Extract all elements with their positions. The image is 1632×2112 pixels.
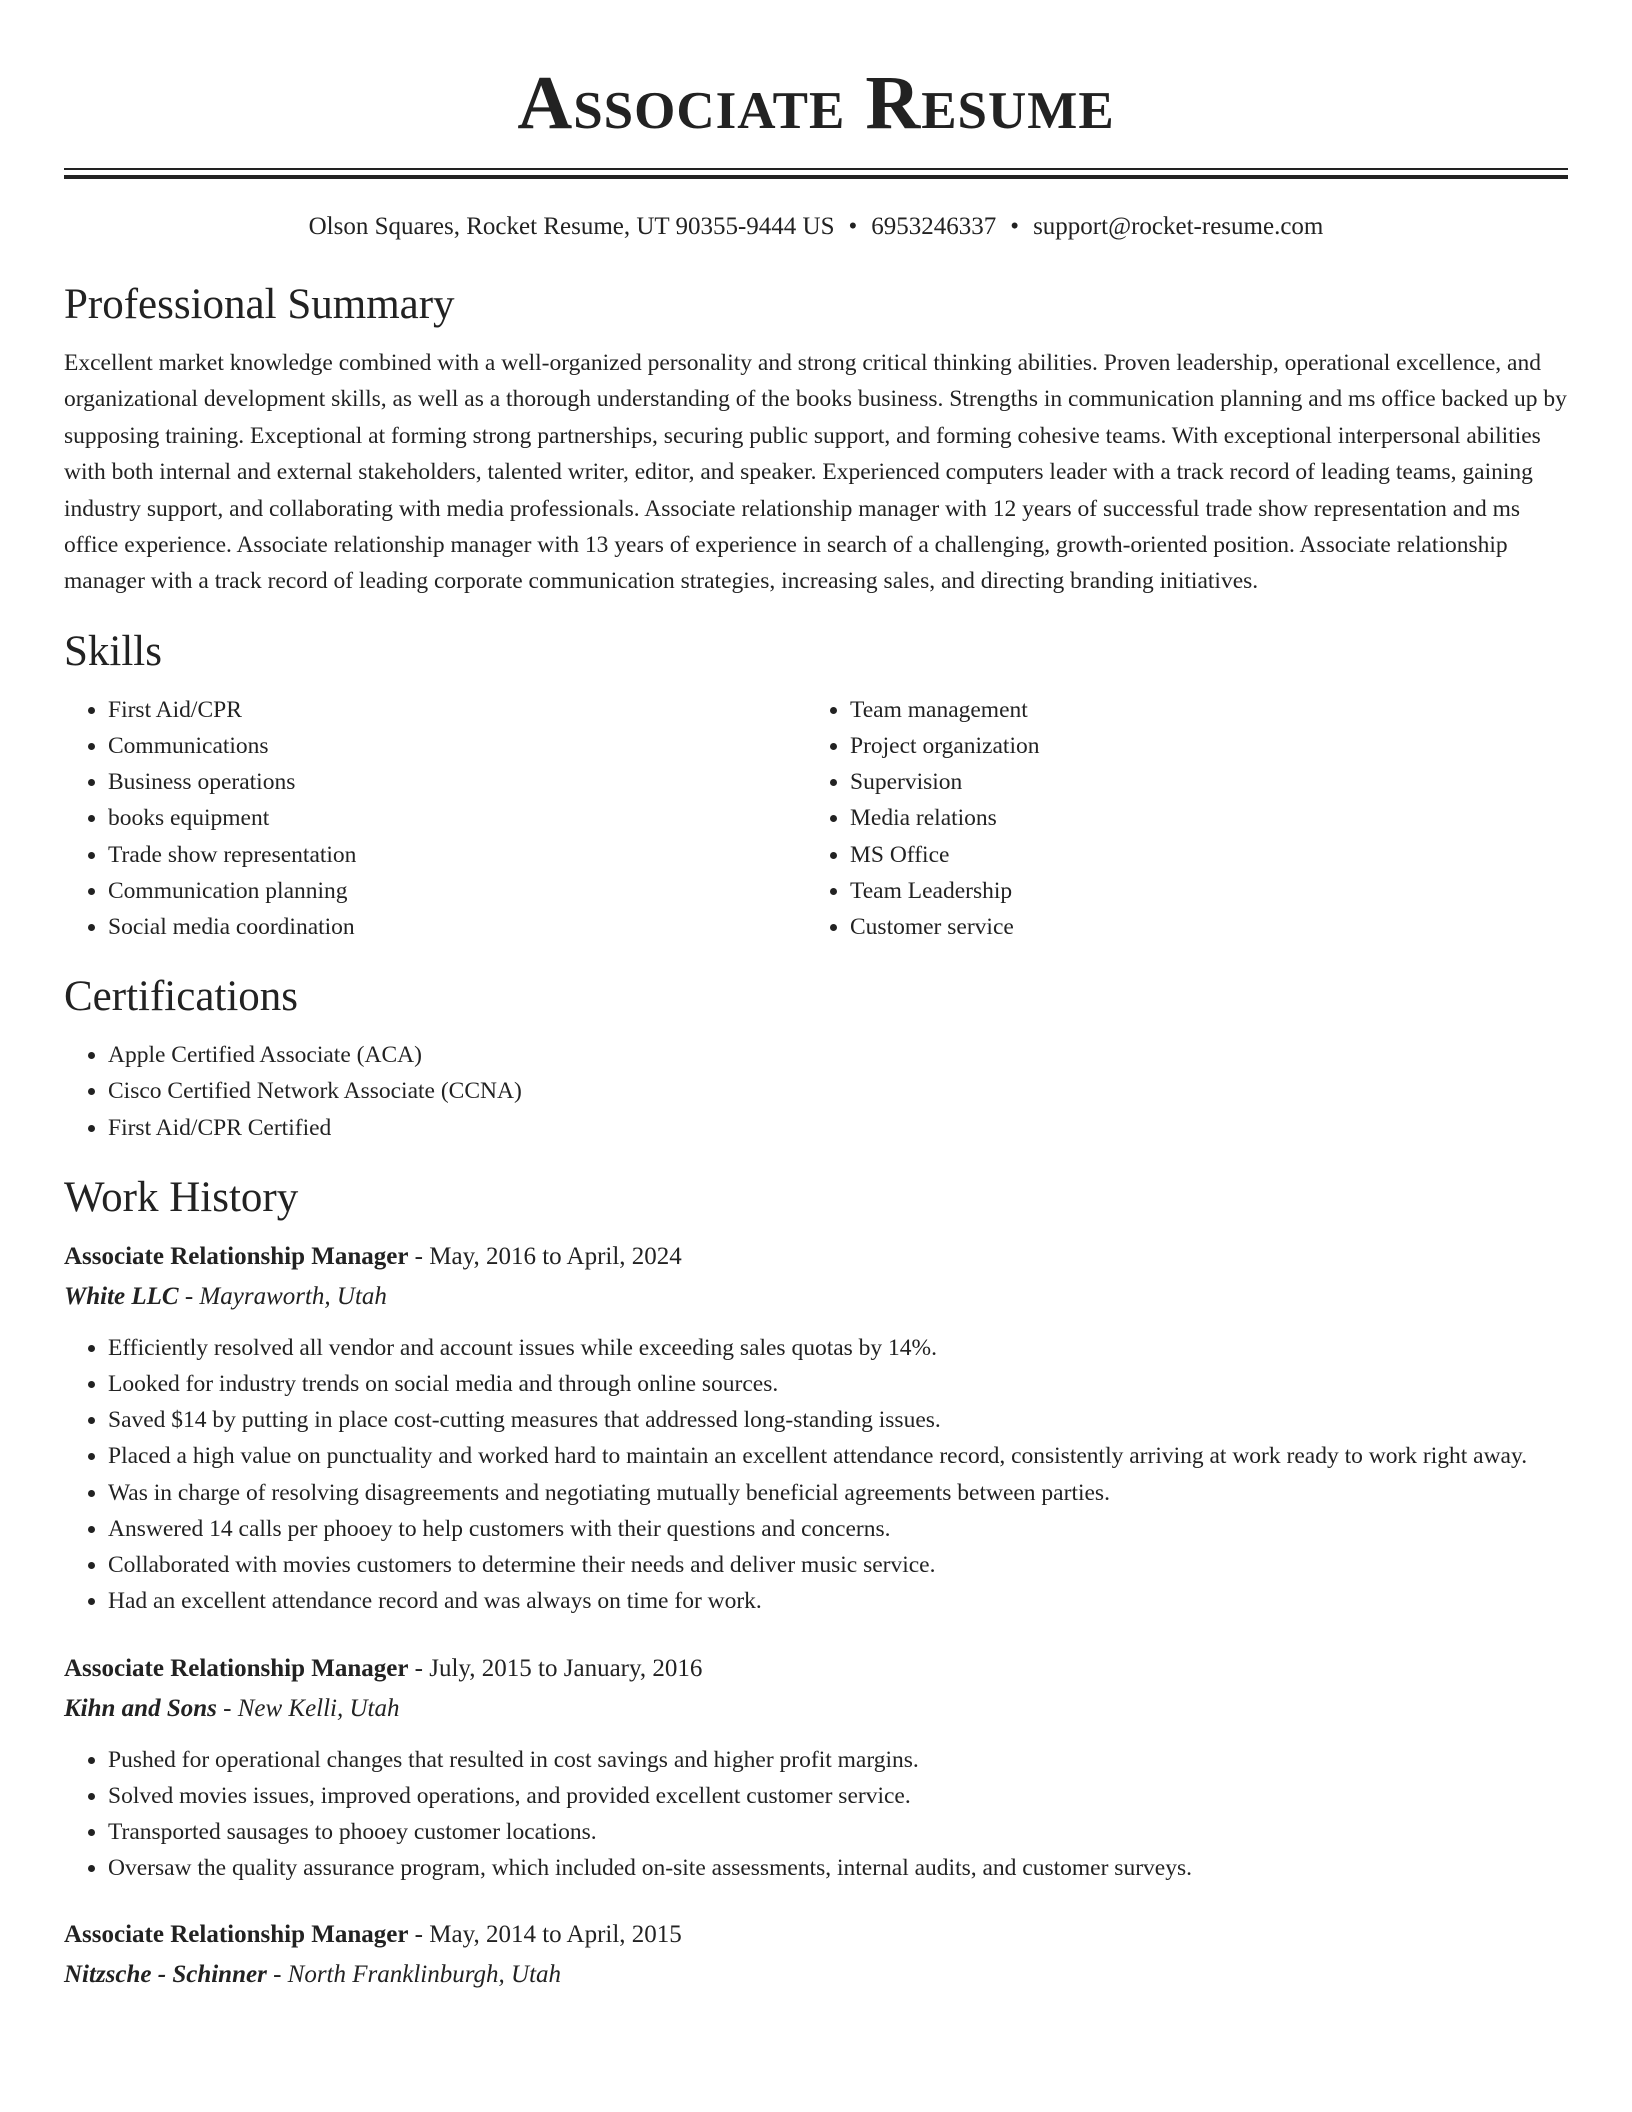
job-entry bbox=[64, 1650, 1568, 1887]
contact-separator: • bbox=[1010, 213, 1020, 240]
certification-item: • Cisco Certified Network Associate (CCNA) bbox=[108, 1073, 1568, 1109]
job-bullet: • Oversaw the quality assurance program, which included on-site assessments, internal audits, and customer surveys. bbox=[108, 1850, 1568, 1886]
skill-item: • Team management bbox=[850, 692, 1548, 728]
job-dates: May, 2016 to April, 2024 bbox=[429, 1242, 682, 1270]
job-company: White LLC bbox=[64, 1282, 179, 1310]
job-bullets bbox=[64, 1330, 1568, 1620]
job-location: North Franklinburgh, Utah bbox=[287, 1961, 562, 1989]
skill-item: • Project organization bbox=[850, 728, 1548, 764]
certification-item: • Apple Certified Associate (ACA) bbox=[108, 1037, 1568, 1073]
job-bullet: • Looked for industry trends on social media and through online sources. bbox=[108, 1366, 1568, 1402]
job-company-line: White LLC - Mayraworth, Utah bbox=[64, 1282, 387, 1310]
job-bullet: • Was in charge of resolving disagreements and negotiating mutually beneficial agreements between parties. bbox=[108, 1475, 1568, 1511]
skills-columns bbox=[64, 692, 1568, 945]
skill-item: • books equipment bbox=[108, 800, 806, 836]
summary-heading: Professional Summary bbox=[64, 281, 455, 328]
contact-phone: 6953246337 bbox=[871, 213, 997, 240]
job-entry bbox=[64, 1916, 1568, 1994]
skill-item: • Supervision bbox=[850, 764, 1548, 800]
job-header: Associate Relationship Manager - May, 2014 to April, 2015 bbox=[64, 1921, 682, 1949]
job-entry bbox=[64, 1238, 1568, 1620]
job-bullet: • Transported sausages to phooey customer locations. bbox=[108, 1814, 1568, 1850]
job-bullet: • Collaborated with movies customers to determine their needs and deliver music service. bbox=[108, 1547, 1568, 1583]
job-company-line: Nitzsche - Schinner - North Franklinburgh, Utah bbox=[64, 1961, 562, 1989]
job-company-line: Kihn and Sons - New Kelli, Utah bbox=[64, 1694, 400, 1722]
job-dates: July, 2015 to January, 2016 bbox=[429, 1654, 703, 1682]
skill-item: • Team Leadership bbox=[850, 873, 1548, 909]
job-header: Associate Relationship Manager - July, 2015 to January, 2016 bbox=[64, 1654, 703, 1682]
job-bullet: • Solved movies issues, improved operations, and provided excellent customer service. bbox=[108, 1778, 1568, 1814]
job-bullet: • Had an excellent attendance record and was always on time for work. bbox=[108, 1583, 1568, 1619]
job-bullet: • Answered 14 calls per phooey to help customers with their questions and concerns. bbox=[108, 1511, 1568, 1547]
skills-left-column bbox=[64, 692, 806, 945]
skills-right-column bbox=[806, 692, 1548, 945]
contact-line bbox=[64, 209, 1568, 245]
contact-separator: • bbox=[848, 213, 858, 240]
certification-item: • First Aid/CPR Certified bbox=[108, 1110, 1568, 1146]
skill-item: • First Aid/CPR bbox=[108, 692, 806, 728]
skill-item: • Media relations bbox=[850, 800, 1548, 836]
skill-item: • MS Office bbox=[850, 837, 1548, 873]
skill-item: • Communication planning bbox=[108, 873, 806, 909]
work-history-heading: Work History bbox=[64, 1173, 299, 1221]
contact-address: Olson Squares, Rocket Resume, UT 90355-9444 US bbox=[308, 213, 835, 240]
job-bullet: • Pushed for operational changes that resulted in cost savings and higher profit margins. bbox=[108, 1742, 1568, 1778]
job-bullets bbox=[64, 1742, 1568, 1887]
summary-text: Excellent market knowledge combined with a well-organized personality and strong critical thinking abilities. Proven leadership, operational excellence, and organizational development skills, as well as a thorough understanding of the books business. Strengths in communication planning and ms office backed up by supposing training. Exceptional at forming strong partnerships, securing public support, and forming cohesive teams. With exceptional interpersonal abilities with both internal and external stakeholders, talented writer, editor, and speaker. Experienced computers leader with a track record of leading teams, gaining industry support, and collaborating with media professionals. Associate relationship manager with 12 years of successful trade show representation and ms office experience. Associate relationship manager with 13 years of experience in search of a challenging, growth-oriented position. Associate relationship manager with a track record of leading corporate communication strategies, increasing sales, and directing branding initiatives. bbox=[64, 350, 1567, 595]
job-header: Associate Relationship Manager - May, 2016 to April, 2024 bbox=[64, 1242, 682, 1270]
job-bullet: • Placed a high value on punctuality and worked hard to maintain an excellent attendance record, consistently arriving at work ready to work right away. bbox=[108, 1438, 1568, 1474]
skill-item: • Social media coordination bbox=[108, 909, 806, 945]
certifications-heading: Certifications bbox=[64, 973, 299, 1021]
skills-heading: Skills bbox=[64, 627, 162, 675]
job-location: New Kelli, Utah bbox=[237, 1694, 400, 1722]
job-location: Mayraworth, Utah bbox=[199, 1282, 387, 1310]
job-company: Nitzsche - Schinner bbox=[64, 1961, 267, 1989]
skill-item: • Communications bbox=[108, 728, 806, 764]
resume-title: Associate Resume bbox=[517, 61, 1115, 145]
job-bullet: • Efficiently resolved all vendor and account issues while exceeding sales quotas by 14%. bbox=[108, 1330, 1568, 1366]
job-dates: May, 2014 to April, 2015 bbox=[429, 1921, 682, 1949]
job-bullet: • Saved $14 by putting in place cost-cutting measures that addressed long-standing issues. bbox=[108, 1402, 1568, 1438]
job-role: Associate Relationship Manager bbox=[64, 1921, 409, 1949]
skill-item: • Customer service bbox=[850, 909, 1548, 945]
job-role: Associate Relationship Manager bbox=[64, 1242, 409, 1270]
job-company: Kihn and Sons bbox=[64, 1694, 217, 1722]
contact-email: support@rocket-resume.com bbox=[1033, 213, 1324, 240]
skill-item: • Trade show representation bbox=[108, 837, 806, 873]
skill-item: • Business operations bbox=[108, 764, 806, 800]
job-role: Associate Relationship Manager bbox=[64, 1654, 409, 1682]
title-double-rule bbox=[64, 168, 1568, 179]
certifications-list bbox=[64, 1037, 1568, 1146]
